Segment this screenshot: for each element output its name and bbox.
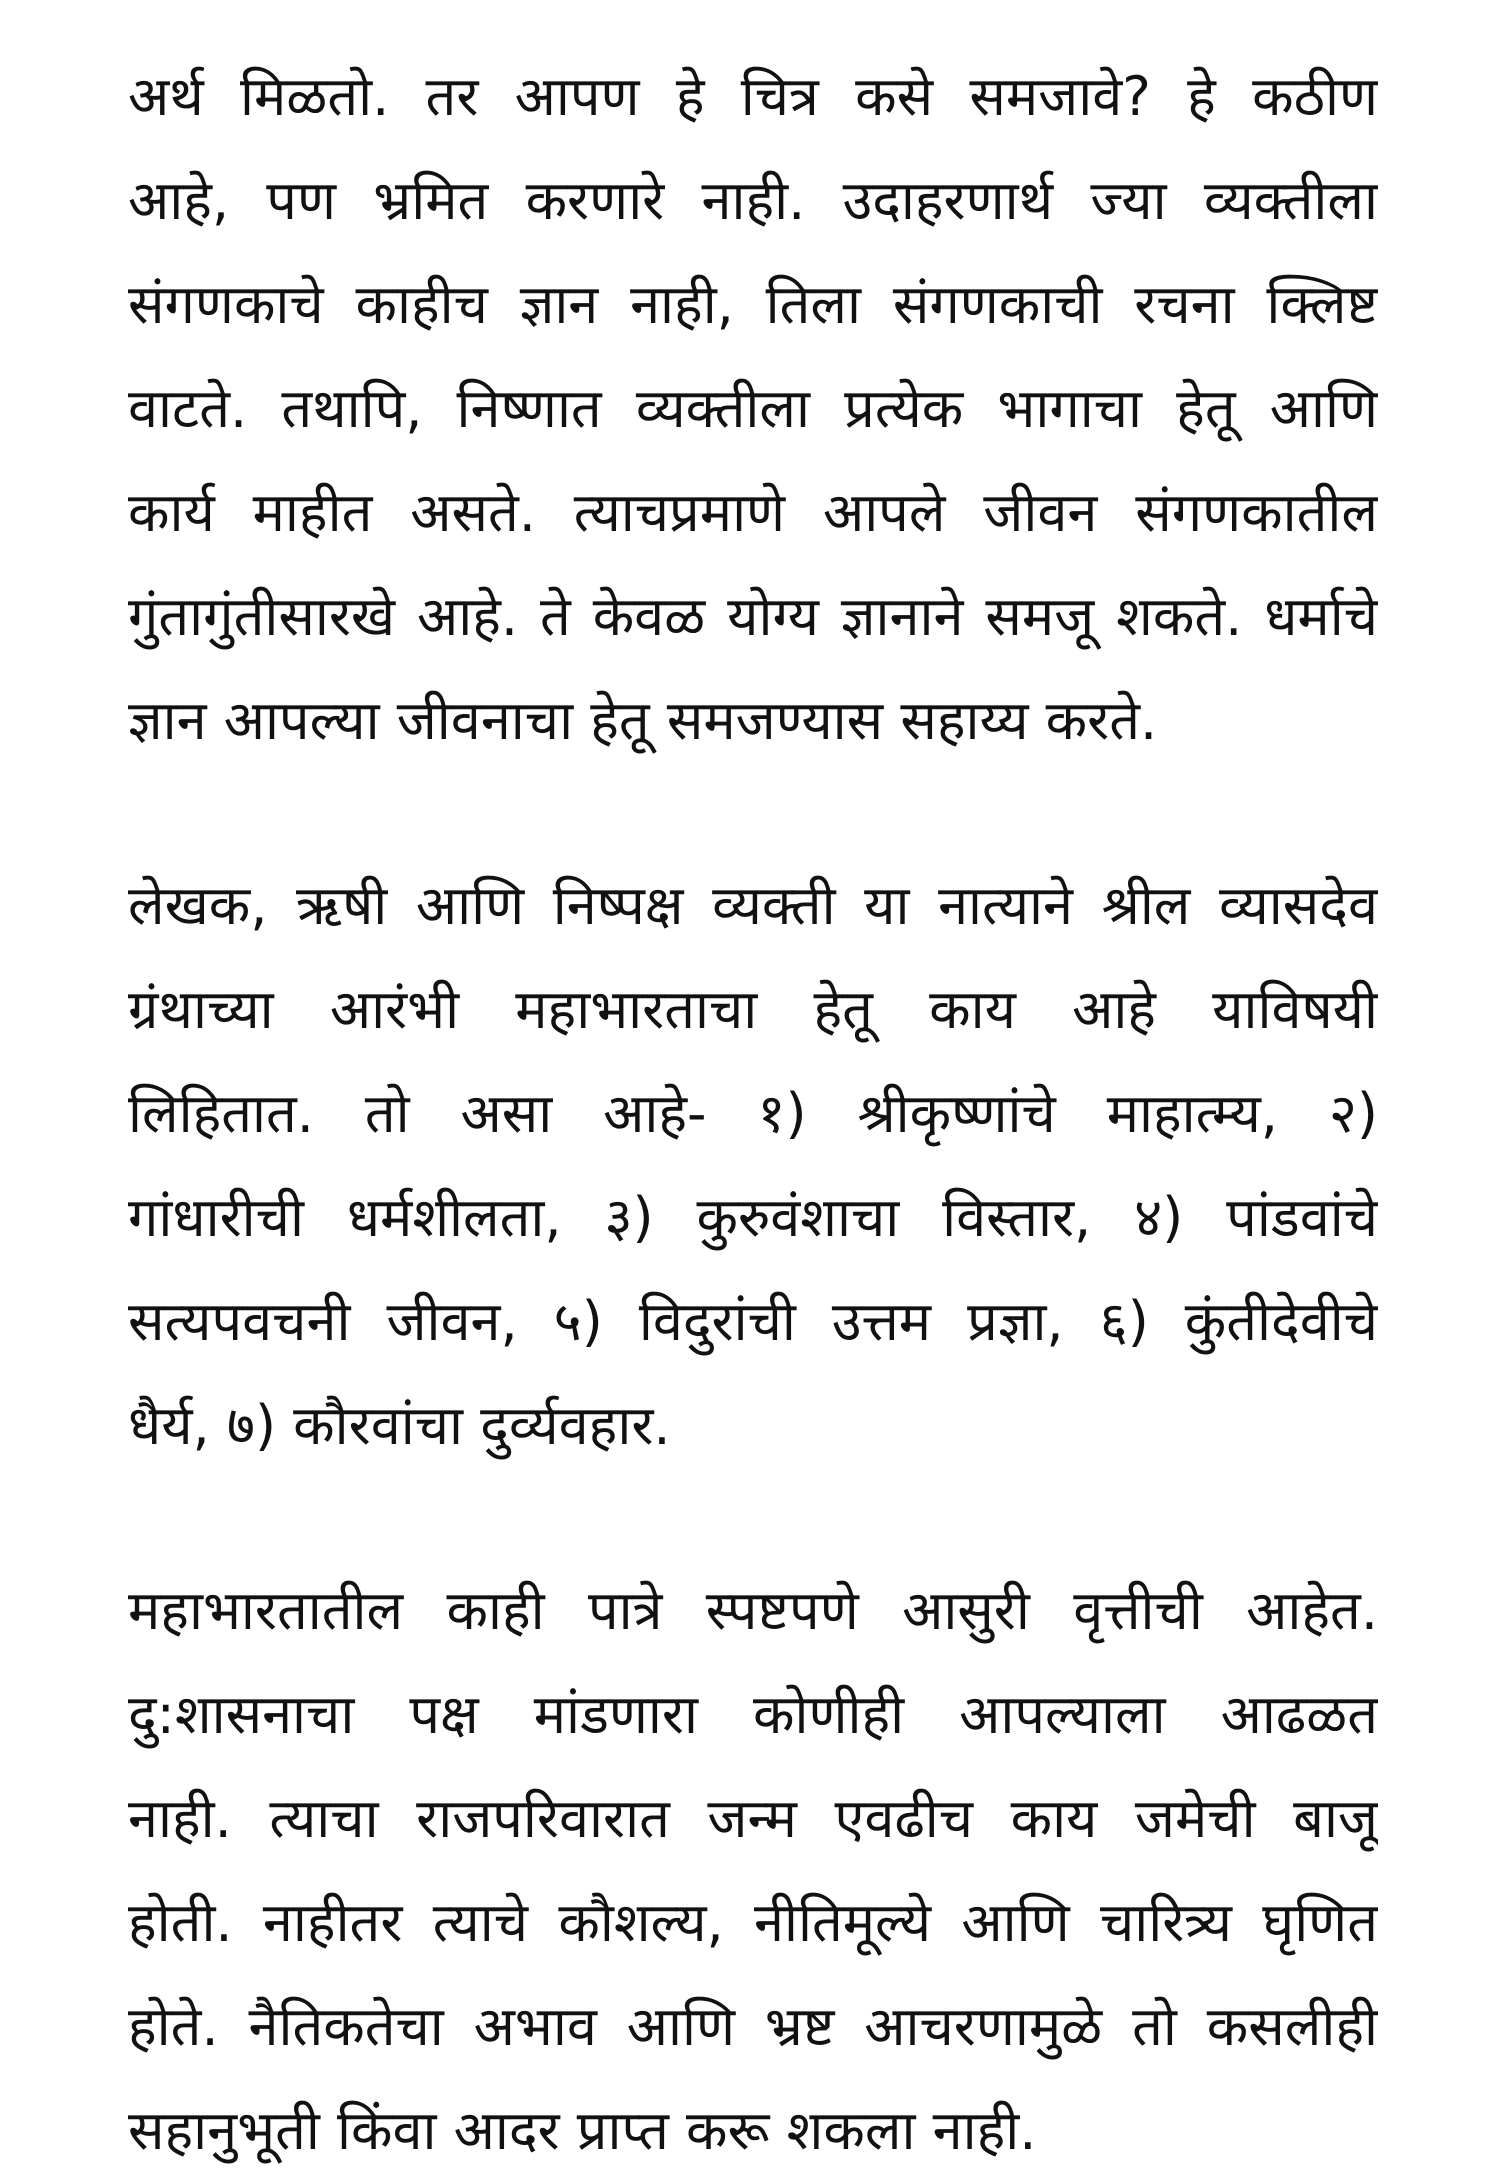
text-line: ज्ञान आपल्या जीवनाचा हेतू समजण्यास सहाय्य करते.: [128, 689, 1158, 752]
text-line: महाभारतातील काही पात्रे स्पष्टपणे आसुरी वृत्तीची आहेत.: [128, 1579, 1378, 1642]
text-line: वाटते. तथापि, निष्णात व्यक्तीला प्रत्येक भागाचा हेतू आणि: [128, 377, 1378, 440]
text-line: ग्रंथाच्या आरंभी महाभारताचा हेतू काय आहे याविषयी: [128, 978, 1378, 1041]
text-line: धैर्य, ७) कौरवांचा दुर्व्यवहार.: [128, 1394, 671, 1457]
paragraph-spacer: [128, 773, 1378, 854]
paragraph-1: [128, 45, 1378, 773]
text-line: गांधारीची धर्मशीलता, ३) कुरुवंशाचा विस्तार, ४) पांडवांचे: [128, 1186, 1378, 1249]
book-page: [128, 45, 1378, 2162]
text-line: लिहितात. तो असा आहे- १) श्रीकृष्णांचे माहात्म्य, २): [128, 1082, 1378, 1145]
paragraph-2: [128, 854, 1378, 1478]
text-line: गुंतागुंतीसारखे आहे. ते केवळ योग्य ज्ञानाने समजू शकते. धर्माचे: [128, 585, 1378, 648]
text-line: कार्य माहीत असते. त्याचप्रमाणे आपले जीवन संगणकातील: [128, 481, 1378, 544]
text-line: दु:शासनाचा पक्ष मांडणारा कोणीही आपल्याला आढळत: [128, 1683, 1378, 1746]
text-line: होती. नाहीतर त्याचे कौशल्य, नीतिमूल्ये आणि चारित्र्य घृणित: [128, 1891, 1378, 1954]
text-line: अर्थ मिळतो. तर आपण हे चित्र कसे समजावे? हे कठीण: [128, 65, 1378, 128]
text-line: लेखक, ऋषी आणि निष्पक्ष व्यक्ती या नात्याने श्रील व्यासदेव: [128, 874, 1378, 937]
paragraph-3: [128, 1559, 1378, 2183]
text-line: आहे, पण भ्रमित करणारे नाही. उदाहरणार्थ ज्या व्यक्तीला: [128, 169, 1378, 232]
text-line: सहानुभूती किंवा आदर प्राप्त करू शकला नाही.: [128, 2099, 1037, 2162]
text-line: सत्यपवचनी जीवन, ५) विदुरांची उत्तम प्रज्ञा, ६) कुंतीदेवीचे: [128, 1290, 1378, 1353]
text-line: होते. नैतिकतेचा अभाव आणि भ्रष्ट आचरणामुळे तो कसलीही: [128, 1995, 1378, 2058]
text-line: संगणकाचे काहीच ज्ञान नाही, तिला संगणकाची रचना क्लिष्ट: [128, 273, 1378, 336]
text-line: नाही. त्याचा राजपरिवारात जन्म एवढीच काय जमेची बाजू: [128, 1787, 1378, 1850]
paragraph-spacer: [128, 1478, 1378, 1559]
